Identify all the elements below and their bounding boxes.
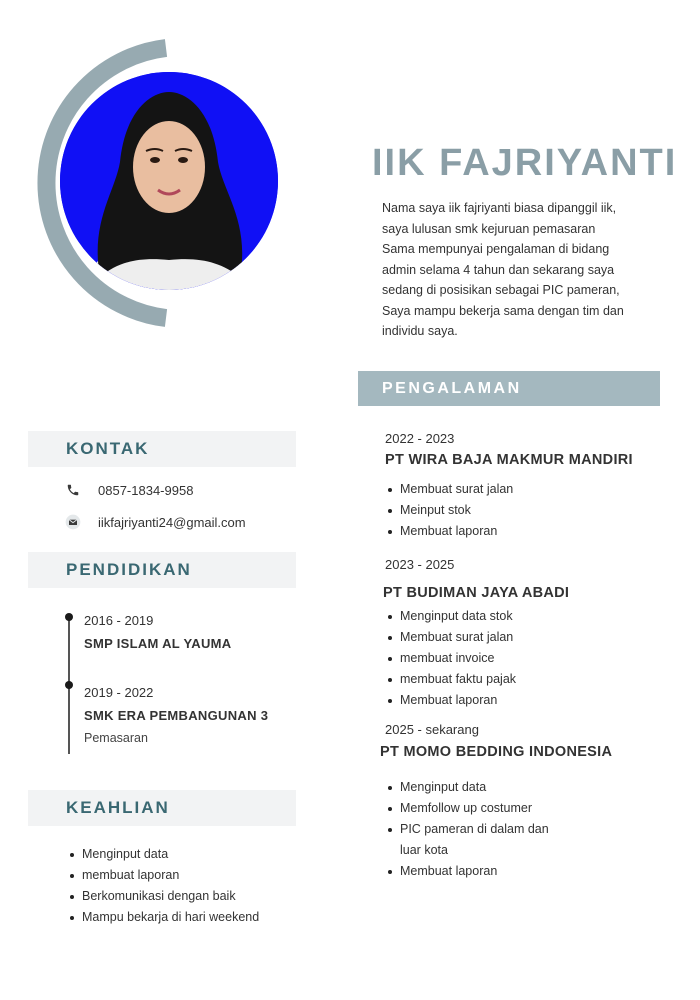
candidate-name: IIK FAJRIYANTI: [372, 142, 678, 184]
bio-line: Saya mampu bekerja sama dengan tim dan: [382, 303, 624, 318]
bio-line: saya lulusan smk kejuruan pemasaran: [382, 221, 596, 236]
job-task-continuation: luar kota: [400, 843, 448, 857]
skill-item: Menginput data: [68, 844, 259, 865]
bio-paragraph: [382, 198, 672, 342]
job-years: 2025 - sekarang: [385, 722, 479, 737]
education-section-header: PENDIDIKAN: [28, 552, 296, 588]
job-company: PT WIRA BAJA MAKMUR MANDIRI: [385, 452, 633, 468]
job-task-list: [386, 777, 549, 882]
timeline-dot: [65, 613, 73, 621]
skill-item: Berkomunikasi dengan baik: [68, 886, 259, 907]
experience-section-header: PENGALAMAN: [358, 371, 660, 406]
job-years: 2022 - 2023: [385, 431, 455, 446]
timeline-dot: [65, 681, 73, 689]
bio-line: Nama saya iik fajriyanti biasa dipanggil iik,: [382, 201, 617, 215]
education-major: Pemasaran: [84, 731, 148, 745]
skill-item: membuat laporan: [68, 865, 259, 886]
job-task: Memfollow up costumer: [386, 798, 549, 819]
job-task: Menginput data stok: [386, 606, 516, 627]
bio-line: Sama mempunyai pengalaman di bidang: [382, 242, 610, 256]
job-task: Membuat laporan: [386, 521, 513, 542]
contact-email-row: [64, 513, 246, 531]
phone-icon: [64, 481, 82, 499]
job-task: Menginput data: [386, 777, 549, 798]
bio-line: admin selama 4 tahun dan sekarang saya: [382, 262, 615, 277]
skill-item: Mampu bekarja di hari weekend: [68, 907, 259, 928]
job-task-list: [386, 479, 513, 542]
job-company: PT BUDIMAN JAYA ABADI: [383, 585, 570, 601]
job-task: Membuat laporan: [386, 861, 549, 882]
job-task: Membuat surat jalan: [386, 479, 513, 500]
job-task: Membuat laporan: [386, 690, 516, 711]
skills-section-header: KEAHLIAN: [28, 790, 296, 826]
job-company: PT MOMO BEDDING INDONESIA: [380, 744, 613, 760]
education-school: SMP ISLAM AL YAUMA: [84, 636, 232, 651]
contact-section-header: KONTAK: [28, 431, 296, 467]
job-years: 2023 - 2025: [385, 557, 455, 572]
contact-phone: 0857-1834-9958: [98, 482, 194, 498]
profile-photo: [60, 72, 278, 290]
job-task: PIC pameran di dalam dan: [386, 819, 549, 840]
education-years: 2019 - 2022: [84, 685, 154, 700]
job-task: membuat invoice: [386, 648, 516, 669]
bio-line: sedang di posisikan sebagai PIC pameran,: [382, 283, 620, 297]
skills-list: [68, 844, 259, 928]
education-school: SMK ERA PEMBANGUNAN 3: [84, 708, 269, 723]
job-task: Membuat surat jalan: [386, 627, 516, 648]
job-task: membuat faktu pajak: [386, 669, 516, 690]
email-icon: [64, 513, 82, 531]
contact-phone-row: [64, 481, 193, 499]
bio-line: individu saya.: [382, 324, 458, 338]
education-years: 2016 - 2019: [84, 613, 154, 628]
job-task-list: [386, 606, 516, 711]
contact-email: iikfajriyanti24@gmail.com: [98, 514, 246, 530]
job-task: Meinput stok: [386, 500, 513, 521]
